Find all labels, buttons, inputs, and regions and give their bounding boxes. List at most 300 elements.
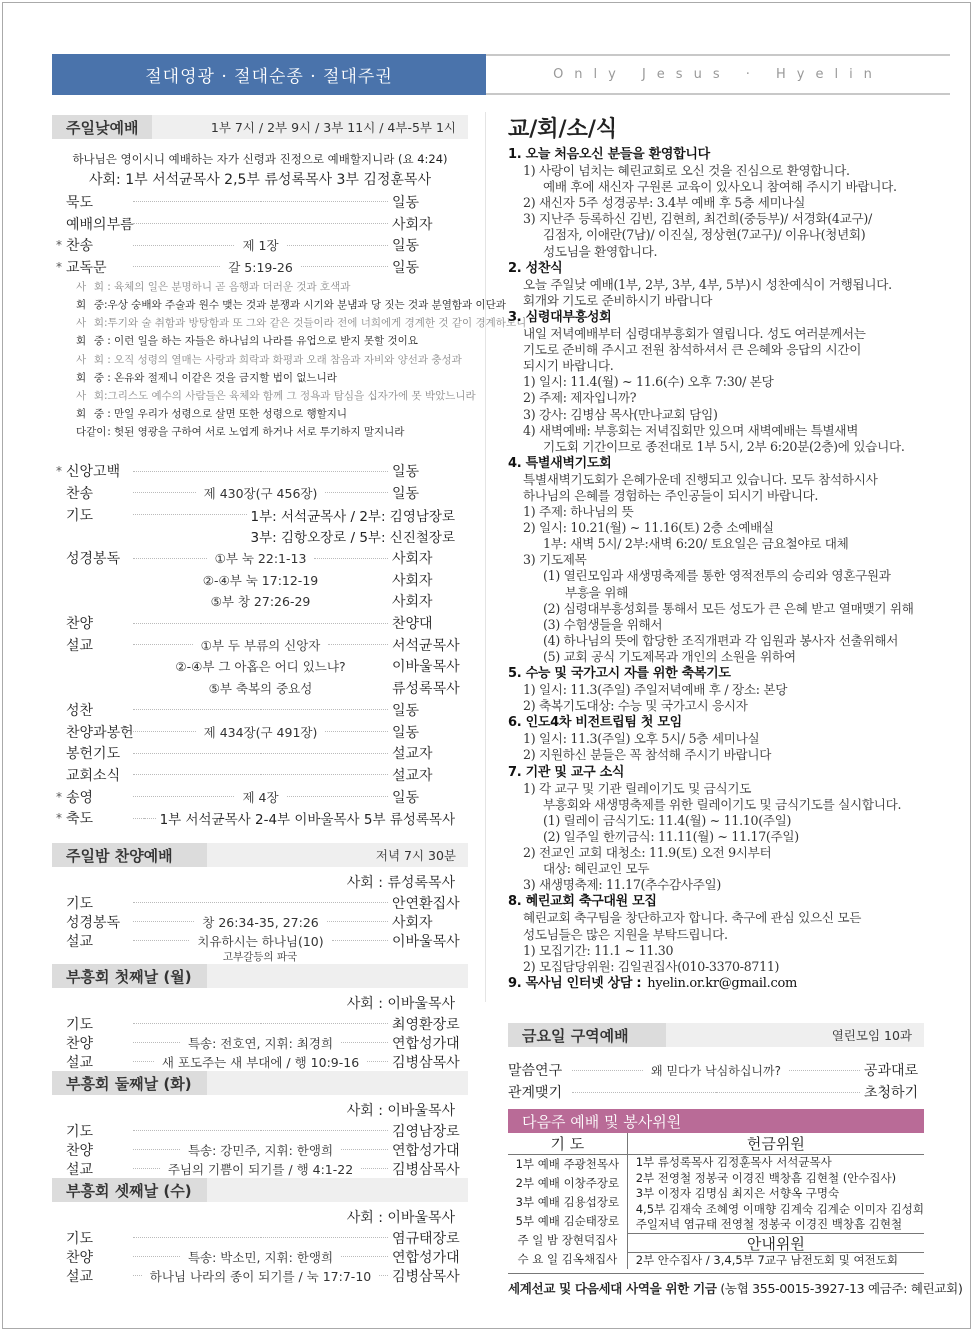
- news-text: 오늘 주일낮 예배(1부, 2부, 3부, 4부, 5부)시 성찬예식이 거행됩니다.: [523, 276, 892, 292]
- news-text: 2) 새신자 5주 성경공부: 3.4부 예배 후 5층 세미나실: [523, 195, 806, 211]
- order-label: 성경봉독: [66, 914, 121, 931]
- dot-leader: [261, 1023, 389, 1024]
- order-label: 교회소식: [66, 767, 121, 784]
- order-label: 관계맺기: [508, 1085, 563, 1101]
- reading-text: 오직 성령의 열매는 사랑과 희락과 화평과 오래 참음과 자비와 양선과 충성과: [114, 353, 462, 366]
- dot-leader: [261, 1130, 389, 1131]
- order-row: [52, 893, 468, 912]
- reading-speaker: 사 회: [76, 317, 104, 330]
- section-header: [52, 115, 468, 139]
- news-line: [508, 682, 928, 698]
- news-text: 9. 목사님 인터넷 상담 :: [508, 975, 642, 991]
- order-label: 교독문: [66, 259, 107, 276]
- news-list: [508, 147, 928, 992]
- order-detail: [133, 753, 388, 754]
- news-line: [508, 633, 928, 649]
- news-text: 8. 혜린교회 축구대원 모집: [508, 894, 657, 910]
- order-row: [52, 1159, 468, 1178]
- order-person: 김병삼목사: [392, 1054, 460, 1071]
- dot-leader: [325, 731, 388, 732]
- prayer-assignment: 1부 예배 주광천목사: [515, 1157, 620, 1171]
- order-detail: [133, 774, 388, 775]
- order-detail: [133, 1267, 388, 1285]
- reading-line: [52, 387, 476, 405]
- news-text: 4. 특별새벽기도회: [508, 455, 612, 471]
- reading-line: [52, 314, 527, 332]
- order-detail: [133, 1023, 388, 1024]
- news-line: [508, 649, 928, 665]
- news-line: [508, 211, 928, 227]
- order-row: [52, 569, 468, 591]
- order-row: [52, 1140, 468, 1159]
- news-text: 성도님들은 많은 지원을 부탁드립니다.: [523, 926, 728, 942]
- news-text: 기도로 준비해 주시고 전원 참석하셔서 큰 은혜와 응답의 시간이: [523, 342, 862, 358]
- dot-leader: [133, 818, 144, 819]
- order-content: ⑤부 축복의 중요성: [208, 681, 313, 697]
- order-person: 사회자: [392, 572, 433, 589]
- host-line: 사회 : 이바울목사: [346, 996, 455, 1012]
- order-row: [52, 742, 468, 764]
- order-row: [508, 1059, 924, 1081]
- dot-leader: [379, 1275, 388, 1276]
- news-title: 교/회/소/식: [508, 117, 618, 142]
- order-row: [52, 1247, 468, 1266]
- usher-assignment: 2부 안수집사 / 3,4,5부 7교구 남전도회 및 여전도회: [635, 1252, 898, 1267]
- order-person: 1부: 서석균목사 / 2부: 김영남장로: [250, 508, 455, 525]
- prayer-assignment: 3부 예배 김용섭장로: [515, 1195, 620, 1209]
- order-label: 송영: [66, 789, 94, 806]
- order-person: 최영환장로: [392, 1016, 460, 1033]
- order-row: [508, 1081, 924, 1103]
- order-detail: [133, 258, 388, 276]
- news-item-title: [508, 765, 928, 781]
- order-detail: [133, 709, 388, 710]
- order-detail: [133, 818, 156, 819]
- reading-line: [52, 296, 506, 314]
- order-content: 제 430장(구 456장): [203, 485, 318, 501]
- order-label: 말씀연구: [508, 1063, 563, 1079]
- news-text: 2) 축복기도대상: 수능 및 국가고시 응시자: [523, 698, 748, 714]
- servants-header: 다음주 예배 및 봉사위원: [508, 1109, 924, 1133]
- order-person: 초청하기: [864, 1085, 919, 1101]
- news-text: 3. 심령대부흥성회: [508, 309, 612, 325]
- order-detail: [133, 236, 388, 254]
- news-line: [508, 504, 928, 520]
- dot-leader: [287, 796, 388, 797]
- news-line: [508, 439, 928, 455]
- reading-line: [52, 278, 468, 296]
- prayer-assignment: 수 요 일 김옥채집사: [517, 1252, 618, 1266]
- usher-header: 안내위원: [628, 1233, 924, 1253]
- order-label: 찬양과봉헌: [66, 724, 134, 741]
- dot-leader: [261, 774, 389, 775]
- order-label: 축도: [66, 811, 94, 828]
- news-text: (4) 하나님의 뜻에 합당한 조직개편과 각 임원과 봉사자 선출위해서: [543, 632, 899, 648]
- news-text: 1) 주제: 하나님의 뜻: [523, 504, 634, 520]
- required-standing-icon: *: [56, 238, 62, 253]
- host-line: 사회 : 이바울목사: [346, 1103, 455, 1119]
- prayer-list: [508, 1155, 627, 1270]
- order-row: [52, 931, 468, 950]
- column-divider: [485, 112, 486, 1002]
- dot-leader: [133, 1023, 261, 1024]
- news-line: [508, 227, 928, 243]
- news-text: 3) 기도제목: [523, 552, 587, 568]
- order-content: ②-④부 눅 17:12-19: [202, 572, 319, 588]
- order-detail: [133, 902, 388, 903]
- order-person: 서석균목사: [392, 637, 460, 654]
- host-line: 사회 : 류성록목사: [346, 875, 455, 891]
- order-content: 제 4장: [242, 789, 279, 805]
- service-times: 1부 7시 / 2부 9시 / 3부 11시 / 4부-5부 1시: [210, 120, 456, 135]
- order-detail: [133, 484, 388, 502]
- news-text: 3) 새생명축제: 11.17(추수감사주일): [523, 877, 721, 893]
- news-line: [508, 829, 928, 845]
- news-line: [508, 877, 928, 893]
- news-text: 1) 사랑이 넘치는 혜린교회로 오신 것을 진심으로 환영합니다.: [523, 163, 850, 179]
- dot-leader: [190, 514, 247, 515]
- separator: :: [107, 353, 111, 366]
- order-list: [52, 460, 468, 829]
- order-label: 설교: [66, 933, 94, 950]
- reading-line: [52, 405, 468, 423]
- order-label: 찬송: [66, 238, 94, 255]
- order-label: 신앙고백: [66, 464, 121, 481]
- offering-assignment: 주일저녁 염규태 전영철 정봉국 이경진 백창흠 김현철: [635, 1217, 903, 1231]
- news-text: 1) 일시: 11.3(주일) 오후 5시/ 5층 세미나실: [523, 731, 760, 747]
- order-detail: [133, 571, 388, 589]
- order-person: 사회자: [392, 551, 433, 568]
- order-row: [52, 634, 468, 656]
- separator: :: [104, 317, 108, 330]
- order-label: 성경봉독: [66, 551, 121, 568]
- dot-leader: [133, 1256, 180, 1257]
- dot-leader: [133, 492, 196, 493]
- news-line: [508, 423, 928, 439]
- dot-leader: [261, 223, 389, 224]
- order-label: 기도: [66, 895, 94, 912]
- dot-leader: [133, 1042, 180, 1043]
- dot-leader: [133, 471, 261, 472]
- news-text: 3) 지난주 등록하신 김빈, 김현희, 최건희(중등부)/ 서경화(4교구)/: [523, 211, 872, 227]
- news-text: 부흥회와 새생명축제를 위한 릴레이기도 및 금식기도를 실시합니다.: [543, 796, 902, 812]
- order-content: ⑤부 창 27:26-29: [210, 594, 311, 610]
- news-text: 1) 일시: 11.3(주일) 주일저녁예배 후 / 장소: 본당: [523, 682, 788, 698]
- order-person: 김병삼목사: [392, 1268, 460, 1285]
- news-text: 2) 일시: 10.21(월) ~ 11.16(토) 2층 소예배실: [523, 520, 774, 536]
- lesson-label: 열린모임 10과: [831, 1028, 912, 1043]
- order-content: 제 1장: [242, 238, 279, 254]
- news-line: [508, 342, 928, 358]
- order-detail: [572, 1062, 860, 1079]
- order-person: 사회자: [392, 594, 433, 611]
- order-row: [52, 786, 468, 808]
- reading-line: [52, 369, 468, 387]
- news-line: [508, 959, 928, 975]
- order-content: 제 434장(구 491장): [203, 724, 318, 740]
- order-list: [52, 1121, 468, 1178]
- dot-leader: [367, 1061, 388, 1062]
- dot-leader: [572, 1070, 643, 1071]
- news-line: [508, 617, 928, 633]
- dot-leader: [133, 644, 193, 645]
- section-header: [52, 843, 468, 867]
- order-content: 특송: 박소민, 지휘: 한앵희: [187, 1249, 334, 1265]
- church-news: [508, 112, 928, 992]
- news-item-title: [508, 310, 928, 326]
- news-text: 혜린교회 축구팀을 창단하고자 합니다. 축구에 관심 있으신 모든: [523, 910, 862, 926]
- tagline: Only Jesus · Hyelin: [553, 67, 883, 82]
- order-row: [52, 1033, 468, 1052]
- dot-leader: [133, 245, 234, 246]
- offering-header: 헌금위원: [627, 1133, 924, 1155]
- dot-leader: [133, 796, 234, 797]
- offering-list: [627, 1155, 924, 1270]
- order-row: [52, 504, 468, 526]
- host-line: 사회 : 이바울목사: [346, 1210, 455, 1226]
- order-row: [52, 547, 468, 569]
- order-detail: [133, 679, 388, 697]
- news-item-title: [508, 894, 928, 910]
- news-text: (5) 교회 공식 기도제목과 개인의 소원을 위하여: [543, 648, 796, 664]
- news-line: [508, 698, 928, 714]
- reading-text: 만일 우리가 성령으로 살면 또한 성령으로 행할지니: [114, 408, 348, 421]
- news-item-title: [508, 666, 928, 682]
- dot-leader: [287, 245, 388, 246]
- order-content: 주님의 기쁨이 되기를 / 행 4:1-22: [167, 1161, 354, 1177]
- news-line: [508, 407, 928, 423]
- news-text: 6. 인도4차 비전트립팀 첫 모임: [508, 715, 682, 731]
- order-row: [52, 656, 468, 678]
- order-detail: [133, 623, 388, 624]
- dot-leader: [133, 940, 189, 941]
- news-item-title: [508, 976, 928, 992]
- news-text: 대상: 혜린교인 모두: [543, 861, 650, 877]
- order-content: 새 포도주는 새 부대에 / 행 10:9-16: [161, 1054, 360, 1070]
- news-item-title: [508, 715, 928, 731]
- news-line: [508, 488, 928, 504]
- dot-leader: [261, 623, 389, 624]
- order-detail: [133, 201, 388, 202]
- dot-leader: [133, 1061, 154, 1062]
- order-label: 찬양: [66, 1249, 94, 1266]
- news-text: 회개와 기도로 준비하시기 바랍니다: [523, 292, 713, 308]
- order-label: 봉헌기도: [66, 746, 121, 763]
- news-text: 하나님의 은혜를 경험하는 주인공들이 되시기 바랍니다.: [523, 487, 819, 503]
- news-text: 1) 모집기간: 11.1 ~ 11.30: [523, 942, 674, 958]
- order-person: 일동: [392, 789, 420, 806]
- news-line: [508, 244, 928, 260]
- reading-text: 육체의 일은 분명하니 곧 음행과 더러운 것과 호색과: [114, 280, 351, 293]
- lower-services: [52, 843, 468, 1285]
- order-content: 왜 믿다가 낙심하십니까?: [651, 1063, 781, 1078]
- order-label: 설교: [66, 1161, 94, 1178]
- separator: :: [104, 389, 108, 402]
- order-label: 묵도: [66, 194, 94, 211]
- dot-leader: [133, 731, 196, 732]
- news-text: 1. 오늘 처음오신 분들을 환영합니다: [508, 147, 710, 162]
- worship-leaders: 사회: 1부 서석균목사 2,5부 류성록목사 3부 김정훈목사: [89, 172, 431, 188]
- order-person: 김병삼목사: [392, 1161, 460, 1178]
- order-person: 일동: [392, 702, 420, 719]
- news-text: 내일 저녁예배부터 심령대부흥회가 열립니다. 성도 여러분께서는: [523, 326, 866, 342]
- order-person: 이바울목사: [392, 659, 460, 676]
- order-content: 특송: 전호연, 지휘: 최경희: [187, 1035, 334, 1051]
- order-label: 찬양: [66, 1035, 94, 1052]
- order-detail: [133, 932, 388, 950]
- news-text: 5. 수능 및 국가고시 자를 위한 축복기도: [508, 666, 731, 681]
- news-text: (1) 릴레이 금식기도: 11.4(월) ~ 11.10(주일): [543, 812, 792, 828]
- order-row: [52, 699, 468, 721]
- separator: :: [104, 298, 108, 311]
- order-detail: [133, 913, 388, 931]
- section-title: 부흥회 셋째날 (수): [52, 1178, 207, 1202]
- news-text: 예배 후에 새신자 구원론 교육이 있사오니 참여해 주시기 바랍니다.: [543, 179, 897, 195]
- news-text: (2) 일주일 한끼금식: 11.11(월) ~ 11.17(주일): [543, 828, 799, 844]
- dot-leader: [133, 266, 220, 267]
- news-text: 3) 강사: 김병삼 목사(만나교회 담임): [523, 406, 718, 422]
- dot-leader: [133, 1168, 160, 1169]
- order-row: [52, 591, 468, 613]
- news-text: 김점자, 이애란(7남)/ 이진실, 정상현(7교구)/ 이유나(청년회): [543, 227, 866, 243]
- order-row: [52, 1052, 468, 1071]
- news-line: [508, 195, 928, 211]
- top-banner: [52, 54, 950, 95]
- order-person: 사회자: [392, 914, 433, 931]
- evening-service: [52, 843, 468, 964]
- news-text: 1) 일시: 11.4(월) ~ 11.6(수) 오후 7:30/ 본당: [523, 374, 774, 390]
- order-person: 류성록목사: [392, 681, 460, 698]
- service-time: 저녁 7시 30분: [375, 848, 456, 863]
- required-standing-icon: *: [56, 464, 62, 479]
- dot-leader: [341, 1042, 388, 1043]
- reading-speaker: 사 회: [76, 389, 104, 402]
- news-line: [508, 910, 928, 926]
- reading-text: 온유와 절제니 이같은 것을 금지할 법이 없느니라: [114, 371, 337, 384]
- news-text: 1부: 새벽 5시/ 2부:새벽 6:20/ 토요일은 금요철야로 대체: [543, 536, 849, 552]
- email-link[interactable]: hyelin.or.kr@gmail.com: [647, 975, 798, 991]
- news-line: [508, 845, 928, 861]
- responsive-reading: [52, 278, 527, 442]
- separator: :: [107, 408, 111, 421]
- dot-leader: [716, 1092, 860, 1093]
- fund-account: (농협 355-0015-3927-13 예금주: 혜린교회): [716, 1281, 963, 1296]
- dot-leader: [261, 902, 389, 903]
- news-text: 2. 성찬식: [508, 260, 563, 276]
- news-line: [508, 813, 928, 829]
- order-person: 공과대로: [864, 1063, 919, 1079]
- order-label: 성찬: [66, 702, 94, 719]
- section-header: [52, 1178, 468, 1202]
- order-label: 설교: [66, 1054, 94, 1071]
- sunday-service: [52, 115, 527, 829]
- order-list: [508, 1059, 924, 1103]
- order-row: [52, 526, 468, 548]
- revival-service: [52, 1071, 468, 1178]
- news-text: 기도회 기간이므로 종전대로 1부 5시, 2부 6:20분(2층)에 있습니다.: [543, 438, 905, 454]
- news-line: [508, 861, 928, 877]
- news-text: (1) 열린모임과 새생명축제를 통한 영적전투의 승리와 영혼구원과: [543, 568, 891, 584]
- dot-leader: [341, 1256, 388, 1257]
- news-line: [508, 277, 928, 293]
- order-person: 사회자: [392, 216, 433, 233]
- order-person: 찬양대: [392, 616, 433, 633]
- order-detail: [133, 471, 388, 472]
- dot-leader: [133, 1275, 142, 1276]
- news-line: [508, 374, 928, 390]
- order-row: [52, 1121, 468, 1140]
- order-label: 찬양: [66, 616, 94, 633]
- order-list: [52, 1014, 468, 1071]
- dot-leader: [133, 921, 194, 922]
- order-person: 일동: [392, 485, 420, 502]
- dot-leader: [361, 1168, 388, 1169]
- order-content: 창 26:34-35, 27:26: [202, 914, 319, 930]
- news-text: 2) 지원하신 분들은 꼭 참석해 주시기 바랍니다: [523, 747, 772, 763]
- offering-assignment: 3부 이정자 김명심 최지은 서향옥 구명숙: [635, 1186, 840, 1200]
- news-text: 2) 주제: 제자입니까?: [523, 390, 637, 406]
- section-title: 부흥회 첫째날 (월): [52, 964, 207, 988]
- dot-leader: [314, 558, 388, 559]
- order-detail: [133, 549, 388, 567]
- order-detail: [133, 514, 247, 515]
- order-row: [52, 612, 468, 634]
- news-text: (3) 수험생들을 위해서: [543, 616, 663, 632]
- order-person: 설교자: [392, 746, 433, 763]
- dot-leader: [572, 1092, 716, 1093]
- news-text: 특별새벽기도회가 은혜가운데 진행되고 있습니다. 모두 참석하시사: [523, 471, 878, 487]
- dot-leader: [261, 471, 389, 472]
- section-header: [52, 964, 468, 988]
- order-list: [52, 893, 468, 950]
- order-content: 치유하시는 하나님(10): [197, 933, 324, 949]
- sermon-subtitle: 고부갈등의 파국: [222, 951, 298, 963]
- order-row: [52, 191, 468, 213]
- section-title: 주일밤 찬양예배: [52, 843, 207, 867]
- order-row: [52, 234, 468, 256]
- dot-leader: [261, 201, 389, 202]
- order-label: 기도: [66, 507, 94, 524]
- order-person: 1부 서석균목사 2-4부 이바울목사 5부 류성록목사: [159, 812, 455, 829]
- order-label: 기도: [66, 1123, 94, 1140]
- servants-table: [508, 1133, 924, 1269]
- news-text: 2) 전교인 교회 대청소: 11.9(토) 오전 9시부터: [523, 845, 772, 861]
- news-text: 1) 각 교구 및 기관 릴레이기도 및 금식기도: [523, 780, 752, 796]
- order-label: 설교: [66, 637, 94, 654]
- order-detail: [572, 1092, 860, 1093]
- news-line: [508, 568, 928, 584]
- order-detail: [133, 723, 388, 741]
- news-item-title: [508, 261, 928, 277]
- dot-leader: [133, 1149, 180, 1150]
- reading-text: 우상 숭배와 주술과 원수 맺는 것과 분쟁과 시기와 분냄과 당 짓는 것과 분열함과 이단과: [107, 298, 506, 311]
- order-person: 일동: [392, 194, 420, 211]
- news-line: [508, 358, 928, 374]
- scripture-verse: 하나님은 영이시니 예배하는 자가 신령과 진정으로 예배할지니라 (요 4:24): [72, 152, 448, 166]
- dot-leader: [261, 709, 389, 710]
- news-line: [508, 731, 928, 747]
- order-person: 연합성가대: [392, 1035, 460, 1052]
- news-line: [508, 536, 928, 552]
- order-row: [52, 1228, 468, 1247]
- order-detail: [133, 1053, 388, 1071]
- reading-text: 그리스도 예수의 사람들은 육체와 함께 그 정욕과 탐심을 십자가에 못 박았느니라: [107, 389, 476, 402]
- news-line: [508, 163, 928, 179]
- order-person: 설교자: [392, 767, 433, 784]
- order-detail: [133, 1130, 388, 1131]
- dot-leader: [325, 492, 388, 493]
- dot-leader: [144, 818, 155, 819]
